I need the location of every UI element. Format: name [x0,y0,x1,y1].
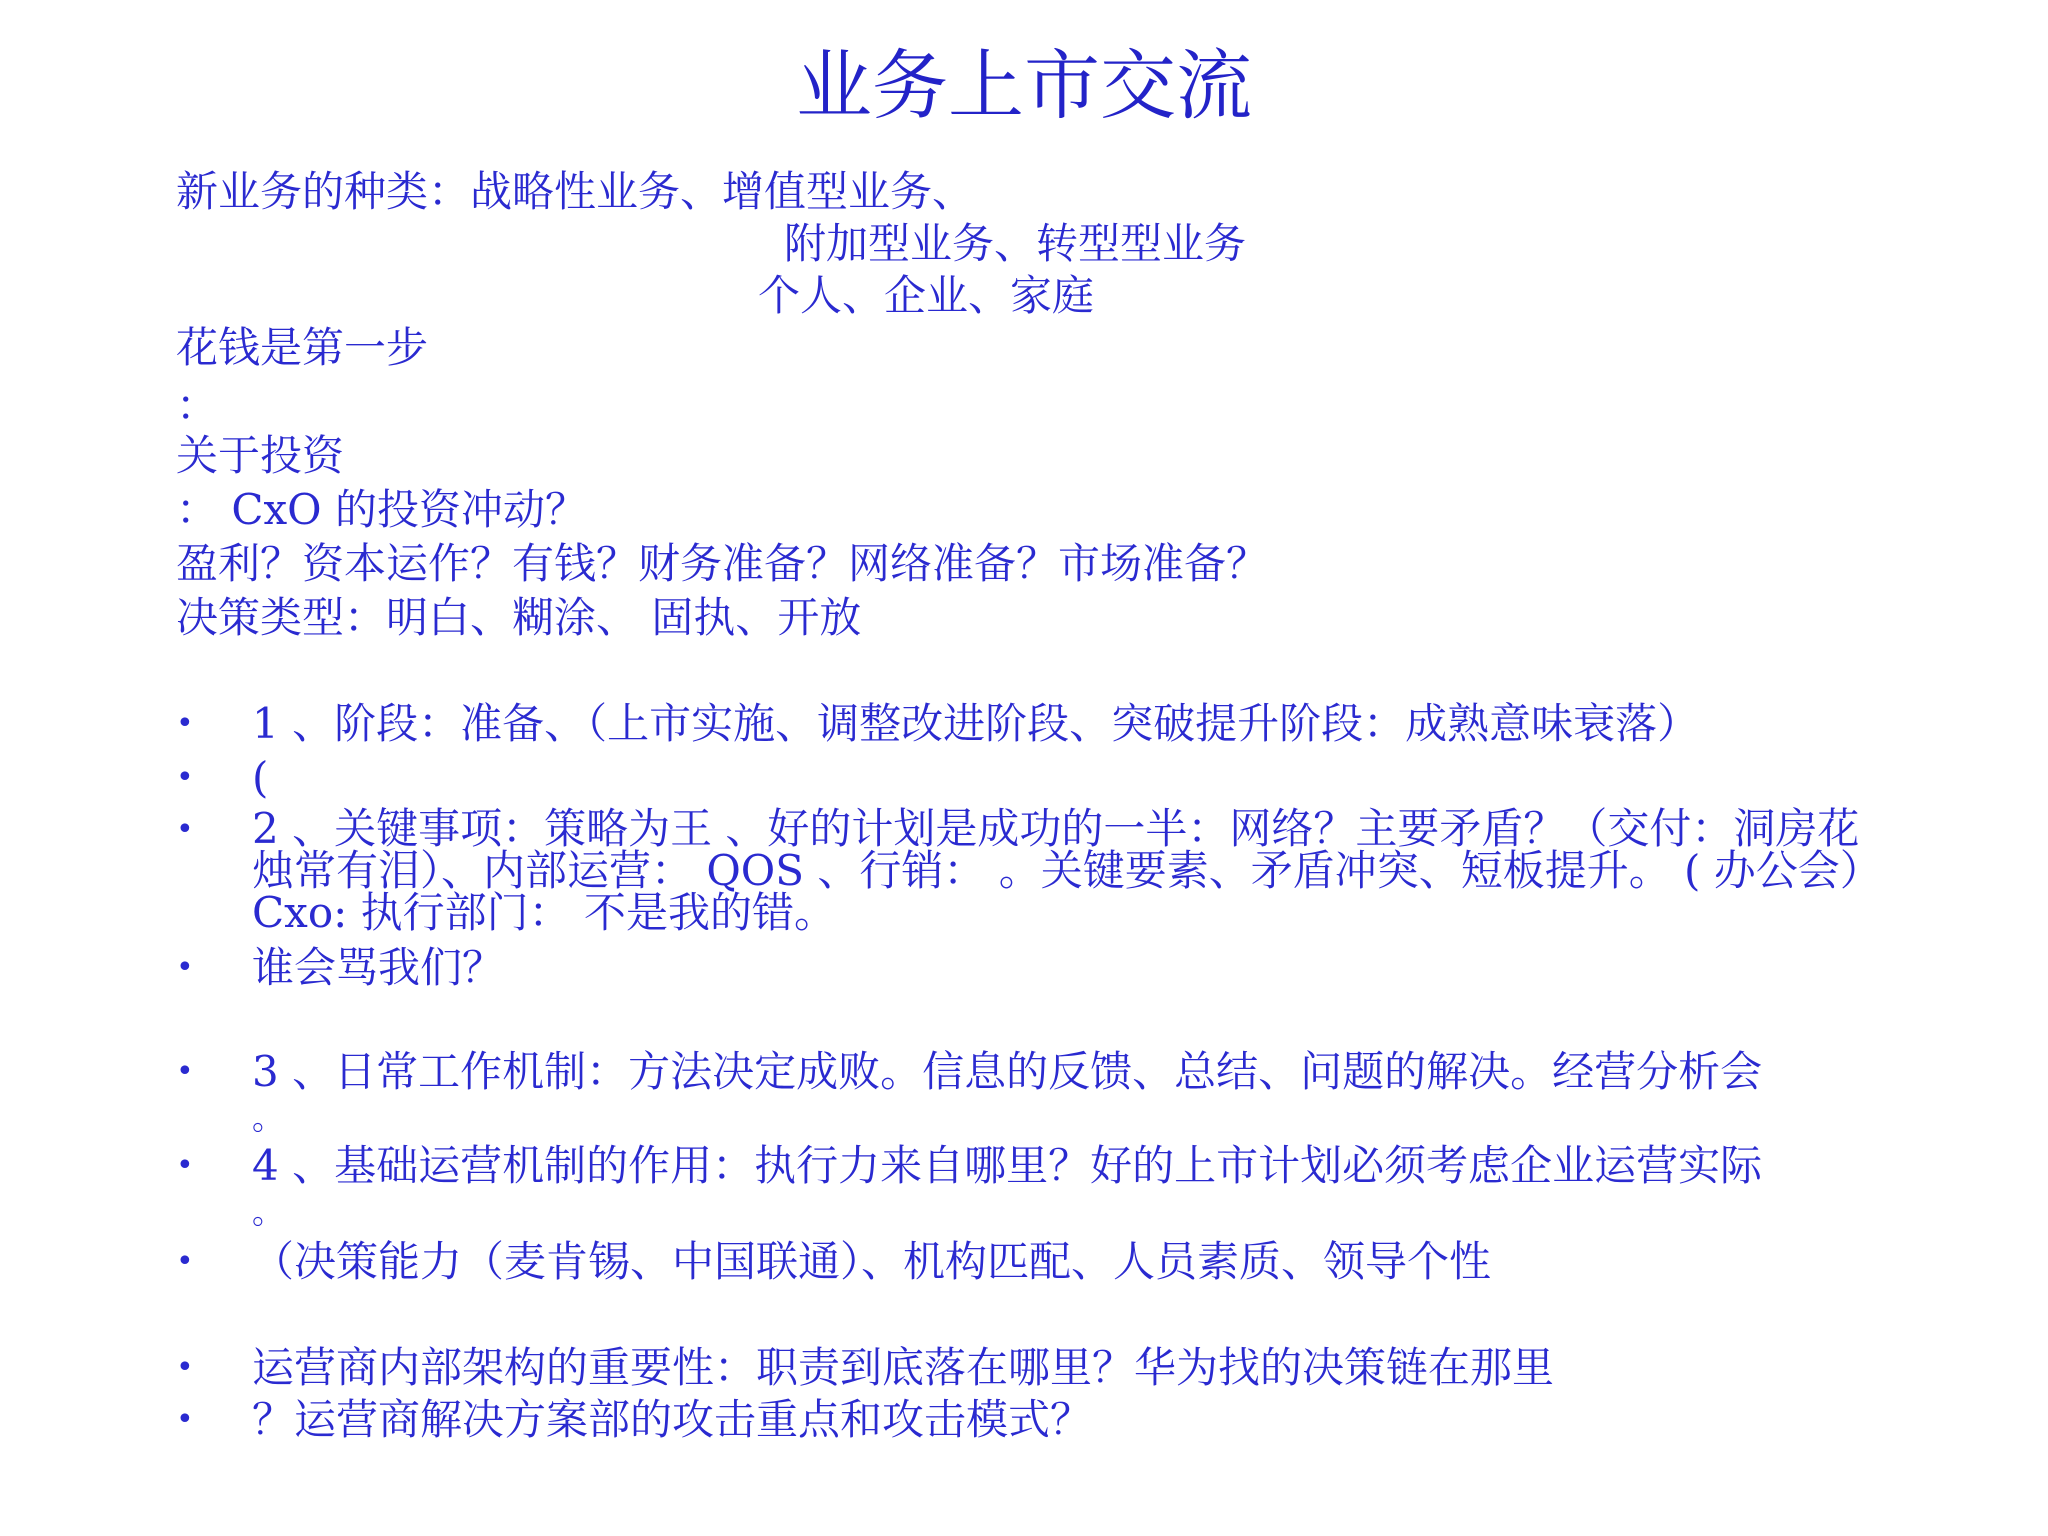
bullet-item-6-tail: 。 [252,1193,285,1231]
bullet-glyph: • [176,812,194,847]
bullet-item-7: （决策能力（麦肯锡、中国联通）、机构匹配、人员素质、领导个性 [252,1237,1492,1286]
bullet-item-5-tail: 。 [252,1099,285,1137]
intro-line-7: ： CxO 的投资冲动？ [176,485,587,534]
intro-line-3: 个人、企业、家庭 [758,271,1095,320]
bullet-glyph: • [176,1350,194,1385]
bullet-item-8: 运营商内部架构的重要性：职责到底落在哪里？华为找的决策链在那里 [252,1343,1555,1392]
bullet-glyph: • [176,706,194,741]
bullet-glyph: • [176,1054,194,1089]
bullet-glyph: • [176,1244,194,1279]
intro-line-4: 花钱是第一步 [176,323,429,372]
bullet-item-9: ？运营商解决方案部的攻击重点和攻击模式？ [252,1395,1093,1444]
bullet-item-3: 2 、关键事项：策略为王 、好的计划是成功的一半：网络？主要矛盾？（交付：洞房花烛常有泪）、内部运营： QOS 、行销： 。关键要素、矛盾冲突、短板提升。 ( 办公会） Cxo: 执行部门： 不是我的错。 [252,804,1882,937]
bullet-glyph: • [176,760,194,795]
intro-line-1: 新业务的种类：战略性业务、增值型业务、 [176,167,975,216]
bullet-item-1: 1 、阶段：准备、（上市实施、调整改进阶段、突破提升阶段：成熟意味衰落） [252,699,1700,748]
bullet-glyph: • [176,1402,194,1437]
bullet-item-2: ( [252,753,269,802]
bullet-glyph: • [176,1148,194,1183]
slide-title: 业务上市交流 [796,41,1252,130]
intro-line-9: 决策类型：明白、糊涂、 固执、开放 [176,593,862,642]
bullet-item-6: 4 、基础运营机制的作用：执行力来自哪里？好的上市计划必须考虑企业运营实际 [252,1141,1763,1190]
bullet-item-4: 谁会骂我们？ [252,943,505,992]
intro-line-2: 附加型业务、转型型业务 [784,219,1247,268]
intro-line-6: 关于投资 [176,431,345,480]
bullet-item-5: 3 、日常工作机制：方法决定成败。信息的反馈、总结、问题的解决。经营分析会 [252,1047,1763,1096]
bullet-glyph: • [176,950,194,985]
intro-line-5: ： [176,381,219,430]
intro-line-8: 盈利？资本运作？有钱？财务准备？网络准备？市场准备？ [176,539,1269,588]
